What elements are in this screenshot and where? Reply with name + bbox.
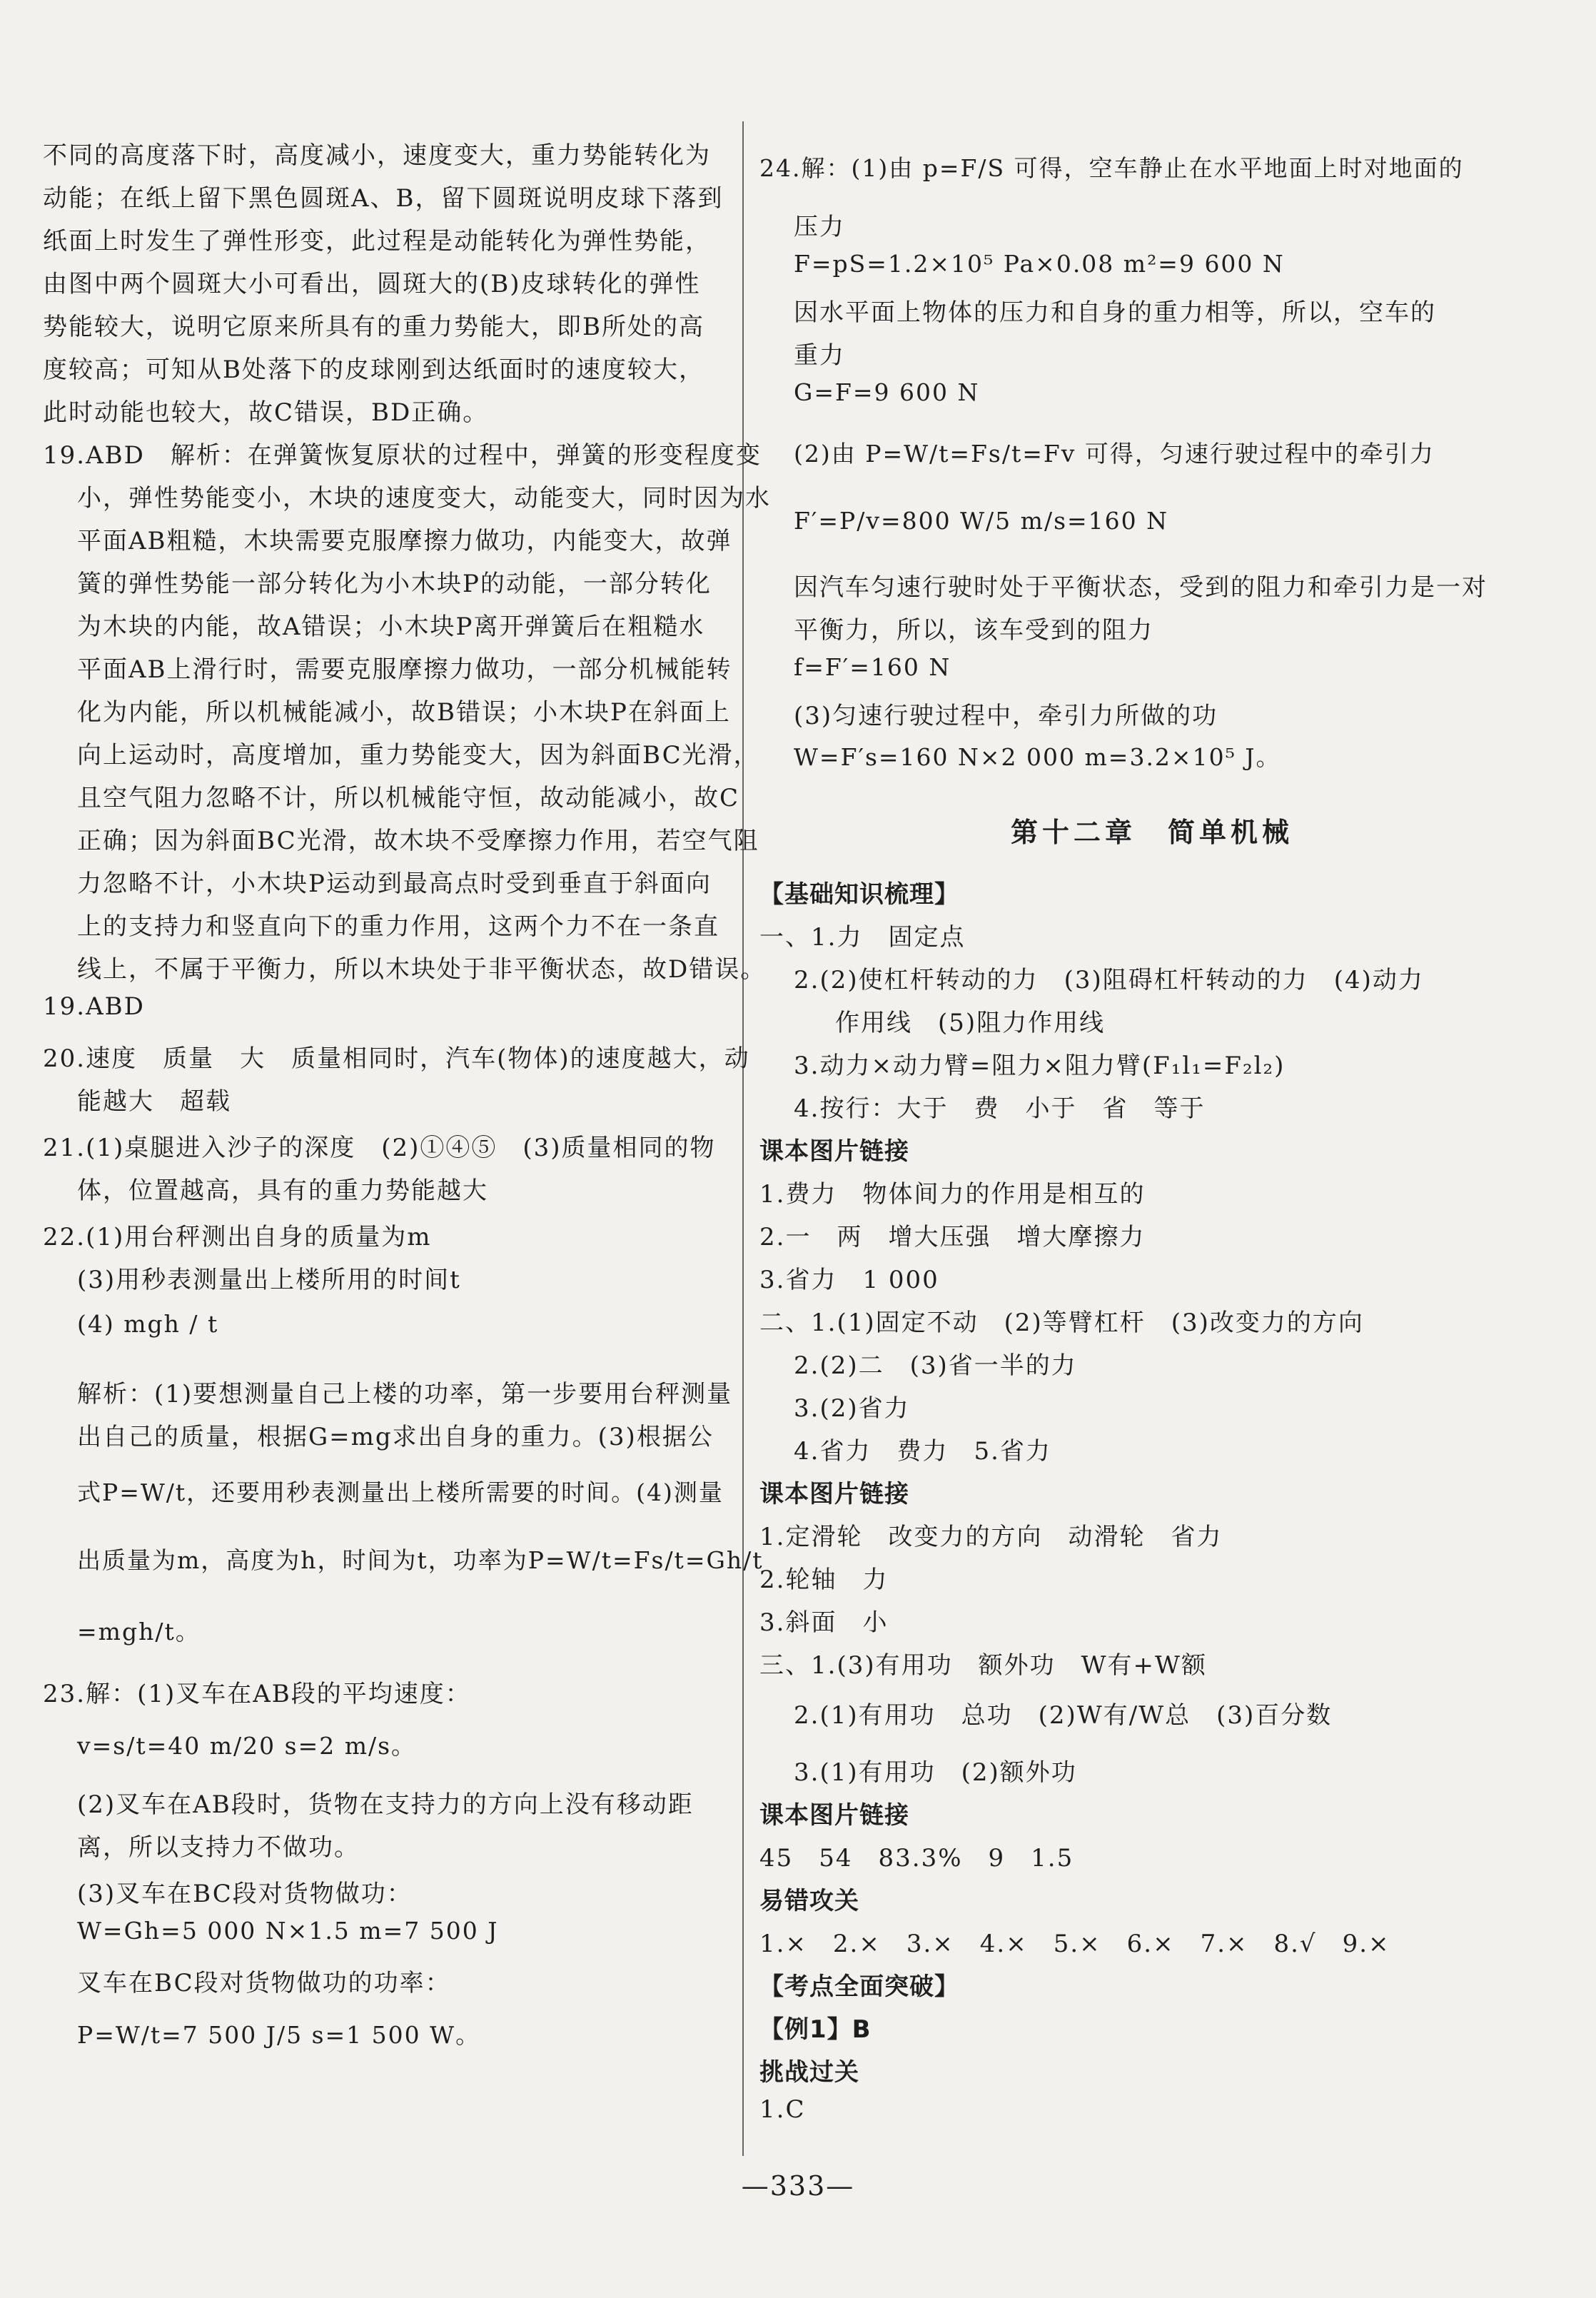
text-line: 1.C <box>759 2095 806 2124</box>
text-line: 2.轮轴 力 <box>759 1566 889 1594</box>
text-line: 4.省力 费力 5.省力 <box>794 1437 1051 1466</box>
formula-line: f=F′=160 N <box>794 653 951 681</box>
text-line: 离，所以支持力不做功。 <box>77 1833 360 1862</box>
text-line: 3.(2)省力 <box>794 1394 910 1423</box>
formula-line: 式P=W/t，还要用秒表测量出上楼所需要的时间。(4)测量 <box>77 1478 724 1506</box>
text-line: 一、1.力 固定点 <box>759 923 966 952</box>
formula-line: =mgh/t。 <box>77 1618 201 1646</box>
text-line: 小，弹性势能变小，木块的速度变大，动能变大，同时因为水 <box>77 484 771 513</box>
formula-line: W=Gh=5 000 N×1.5 m=7 500 J <box>77 1917 499 1945</box>
formula-line: P=W/t=7 500 J/5 s=1 500 W。 <box>77 2021 481 2049</box>
text-line: 三、1.(3)有用功 额外功 W有+W额 <box>759 1651 1207 1680</box>
answer-23-line: 23.解：(1)叉车在AB段的平均速度： <box>43 1680 471 1708</box>
text-line: 1.定滑轮 改变力的方向 动滑轮 省力 <box>759 1523 1223 1551</box>
subsection-heading: 课本图片链接 <box>759 1137 909 1166</box>
formula-line: (4) mgh / t <box>77 1310 219 1338</box>
text-line: 度较高；可知从B处落下的皮球刚到达纸面时的速度较大， <box>43 356 704 384</box>
text-line: 线上，不属于平衡力，所以木块处于非平衡状态，故D错误。 <box>77 955 767 984</box>
text-line: 能越大 超载 <box>77 1087 231 1116</box>
text-line: 1.费力 物体间力的作用是相互的 <box>759 1180 1146 1209</box>
text-line: 3.斜面 小 <box>759 1608 889 1637</box>
text-line: (3)叉车在BC段对货物做功： <box>77 1880 413 1908</box>
formula-line: (2)由 P=W/t=Fs/t=Fv 可得，匀速行驶过程中的牵引力 <box>794 440 1435 468</box>
text-line: 2.(2)二 (3)省一半的力 <box>794 1351 1077 1380</box>
text-line: 动能；在纸上留下黑色圆斑A、B，留下圆斑说明皮球下落到 <box>43 184 724 213</box>
text-line: 平衡力，所以，该车受到的阻力 <box>794 616 1153 645</box>
text-line: 2.(2)使杠杆转动的力 (3)阻碍杠杆转动的力 (4)动力 <box>794 966 1424 994</box>
text-line: 平面AB粗糙，木块需要克服摩擦力做功，内能变大，故弹 <box>77 527 732 555</box>
text-line: 不同的高度落下时，高度减小，速度变大，重力势能转化为 <box>43 141 711 170</box>
answer-19-line: 19.ABD 解析：在弹簧恢复原状的过程中，弹簧的形变程度变 <box>43 441 762 470</box>
answer-20-line: 20.速度 质量 大 质量相同时，汽车(物体)的速度越大，动 <box>43 1044 750 1073</box>
answer-19-short: 19.ABD <box>43 992 145 1021</box>
subsection-heading: 课本图片链接 <box>759 1480 909 1508</box>
text-line: 力忽略不计，小木块P运动到最高点时受到垂直于斜面向 <box>77 870 712 898</box>
text-line: 为木块的内能，故A错误；小木块P离开弹簧后在粗糙水 <box>77 613 705 641</box>
text-line: 1.× 2.× 3.× 4.× 5.× 6.× 7.× 8.√ 9.× <box>759 1930 1390 1958</box>
text-line: 3.动力×动力臂=阻力×阻力臂(F₁l₁=F₂l₂) <box>794 1052 1286 1080</box>
subsection-heading: 课本图片链接 <box>759 1801 909 1830</box>
answer-21-line: 21.(1)桌腿进入沙子的深度 (2)①④⑤ (3)质量相同的物 <box>43 1134 716 1162</box>
formula-line: G=F=9 600 N <box>794 378 980 406</box>
text-line: 此时动能也较大，故C错误，BD正确。 <box>43 398 489 427</box>
text-line: 2.一 两 增大压强 增大摩擦力 <box>759 1223 1146 1251</box>
formula-line: v=s/t=40 m/20 s=2 m/s。 <box>77 1732 417 1760</box>
text-line: 3.省力 1 000 <box>759 1266 939 1294</box>
text-line: 2.(1)有用功 总功 (2)W有/W总 (3)百分数 <box>794 1701 1333 1730</box>
text-line: 二、1.(1)固定不动 (2)等臂杠杆 (3)改变力的方向 <box>759 1309 1364 1337</box>
formula-line: F=pS=1.2×10⁵ Pa×0.08 m²=9 600 N <box>794 250 1285 278</box>
text-line: 因汽车匀速行驶时处于平衡状态，受到的阻力和牵引力是一对 <box>794 573 1488 602</box>
text-line: (2)叉车在AB段时，货物在支持力的方向上没有移动距 <box>77 1790 694 1819</box>
section-heading: 【基础知识梳理】 <box>759 880 959 909</box>
text-line: 作用线 (5)阻力作用线 <box>835 1009 1106 1037</box>
text-line: 压力 <box>794 213 845 241</box>
formula-line: 出质量为m，高度为h，时间为t，功率为P=W/t=Fs/t=Gh/t <box>77 1546 764 1574</box>
text-line: 重力 <box>794 341 845 370</box>
subsection-heading: 挑战过关 <box>759 2058 859 2087</box>
text-line: 正确；因为斜面BC光滑，故木块不受摩擦力作用，若空气阻 <box>77 827 759 855</box>
text-line: 势能较大，说明它原来所具有的重力势能大，即B所处的高 <box>43 313 704 341</box>
text-line: 45 54 83.3% 9 1.5 <box>759 1844 1074 1873</box>
subsection-heading: 易错攻关 <box>759 1887 859 1915</box>
text-line: 平面AB上滑行时，需要克服摩擦力做功，一部分机械能转 <box>77 655 732 684</box>
text-line: (3)匀速行驶过程中，牵引力所做的功 <box>794 702 1218 730</box>
text-line: 纸面上时发生了弹性形变，此过程是动能转化为弹性势能， <box>43 227 711 256</box>
formula-line: W=F′s=160 N×2 000 m=3.2×10⁵ J。 <box>794 743 1281 771</box>
text-line: 簧的弹性势能一部分转化为小木块P的动能，一部分转化 <box>77 570 712 598</box>
text-line: 因水平面上物体的压力和自身的重力相等，所以，空车的 <box>794 298 1436 327</box>
text-line: 上的支持力和竖直向下的重力作用，这两个力不在一条直 <box>77 912 719 941</box>
text-line: 解析：(1)要想测量自己上楼的功率，第一步要用台秤测量 <box>77 1380 733 1408</box>
text-line: 出自己的质量，根据G=mg求出自身的重力。(3)根据公 <box>77 1423 714 1451</box>
page-number: —333— <box>741 2170 855 2202</box>
text-line: 4.按行：大于 费 小于 省 等于 <box>794 1094 1206 1123</box>
text-line: 化为内能，所以机械能减小，故B错误；小木块P在斜面上 <box>77 698 731 727</box>
section-heading: 【考点全面突破】 <box>759 1972 959 2001</box>
text-line: 向上运动时，高度增加，重力势能变大，因为斜面BC光滑， <box>77 741 759 770</box>
answer-22-line: 22.(1)用台秤测出自身的质量为m <box>43 1223 432 1251</box>
text-line: 且空气阻力忽略不计，所以机械能守恒，故动能减小，故C <box>77 784 740 812</box>
text-line: (3)用秒表测量出上楼所用的时间t <box>77 1266 461 1294</box>
formula-line: F′=P/v=800 W/5 m/s=160 N <box>794 507 1169 535</box>
column-divider <box>742 121 744 2156</box>
text-line: 3.(1)有用功 (2)额外功 <box>794 1758 1077 1787</box>
answer-24-line: 24.解：(1)由 p=F/S 可得，空车静止在水平地面上时对地面的 <box>759 154 1464 182</box>
text-line: 由图中两个圆斑大小可看出，圆斑大的(B)皮球转化的弹性 <box>43 270 701 298</box>
example-heading: 【例1】B <box>759 2015 872 2044</box>
chapter-title: 第十二章 简单机械 <box>1010 817 1293 848</box>
text-line: 体，位置越高，具有的重力势能越大 <box>77 1176 488 1205</box>
text-line: 叉车在BC段对货物做功的功率： <box>77 1969 451 1997</box>
